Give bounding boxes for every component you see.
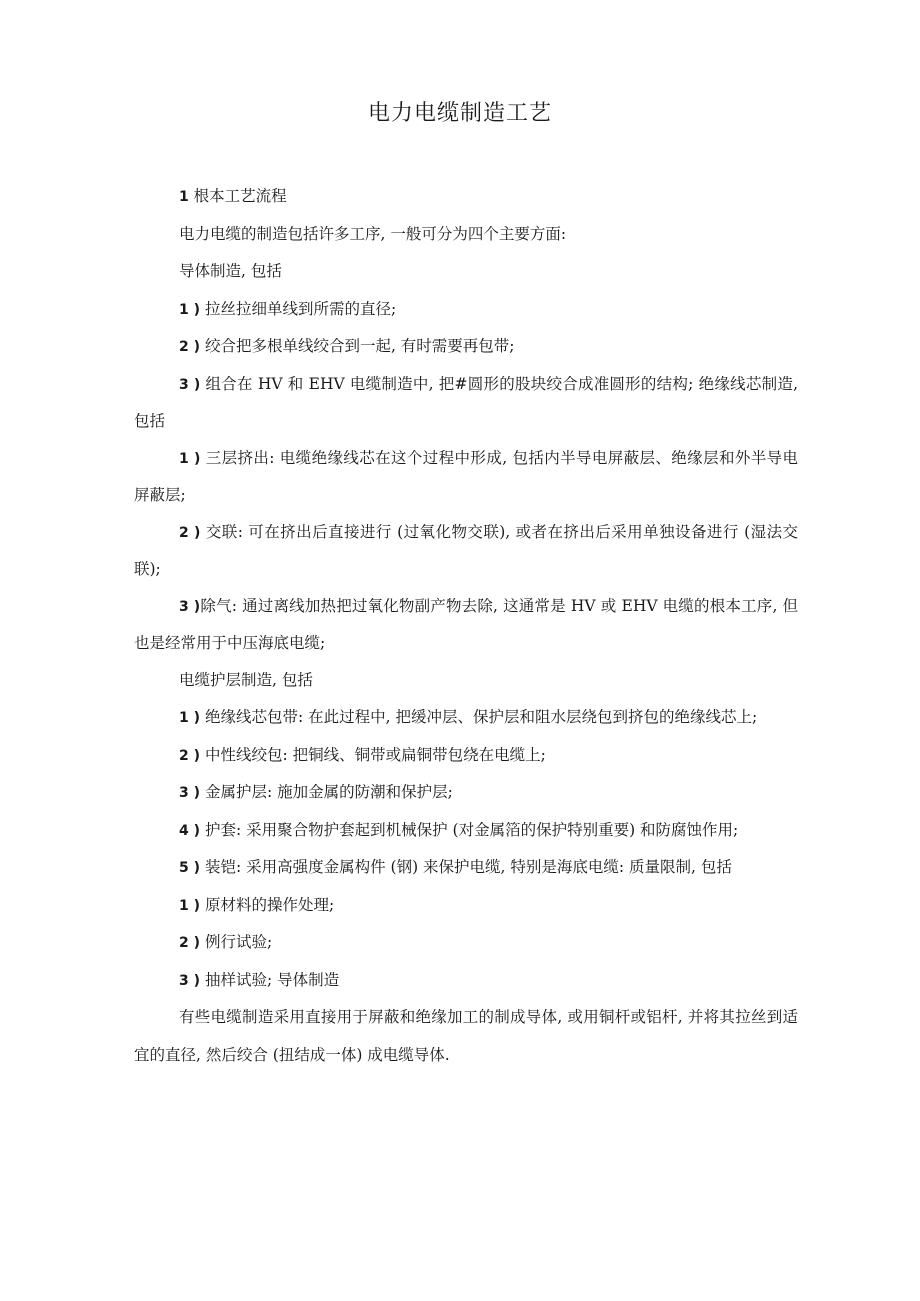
paragraph-text: 装铠: 采用高强度金属构件 (钢) 来保护电缆, 特别是海底电缆: 质量限制, 包括 [200, 858, 732, 876]
paragraph-text: 三层挤出: 电缆绝缘线芯在这个过程中形成, 包括内半导电屏蔽层、绝缘层和外半导电屏蔽层; [134, 448, 799, 504]
paragraph [134, 999, 798, 1073]
paragraph [134, 699, 798, 737]
paragraph [134, 849, 798, 887]
paragraph-text: 除气: 通过离线加热把过氧化物副产物去除, 这通常是 HV 或 EHV 电缆的根本工序, 但也是经常用于中压海底电缆; [134, 596, 798, 652]
paragraph [134, 216, 798, 254]
paragraph [134, 366, 798, 440]
paragraph-text: 原材料的操作处理; [200, 895, 335, 914]
paragraph [134, 514, 798, 588]
paragraph [134, 328, 798, 366]
item-number: 3 ) [179, 972, 201, 989]
paragraph [134, 962, 798, 1000]
paragraph [134, 774, 798, 812]
item-number: 3 ) [179, 785, 201, 801]
item-number: 2 ) [179, 339, 201, 355]
paragraph [134, 588, 798, 662]
paragraph-text: 拉丝拉细单线到所需的直径; [200, 299, 397, 318]
paragraph-text: 根本工艺流程 [188, 187, 287, 205]
item-number: 1 [179, 189, 189, 205]
paragraph [134, 662, 798, 700]
item-number: 3 ) [179, 376, 201, 393]
paragraph [134, 178, 798, 216]
paragraph [134, 812, 798, 850]
paragraph-text: 电力电缆的制造包括许多工序, 一般可分为四个主要方面: [179, 224, 567, 243]
paragraph-text: 绞合把多根单线绞合到一起, 有时需要再包带; [200, 337, 515, 355]
paragraph-text: 中性线绞包: 把铜线、铜带或扁铜带包绕在电缆上; [200, 745, 546, 764]
document-title: 电力电缆制造工艺 [367, 101, 552, 126]
paragraph [134, 737, 798, 775]
paragraph [134, 887, 798, 925]
paragraph [134, 253, 798, 291]
paragraph-text: 组合在 HV 和 EHV 电缆制造中, 把#圆形的股块绞合成准圆形的结构; 绝缘线芯制造, 包括 [134, 374, 798, 430]
paragraph-text: 导体制造, 包括 [179, 262, 282, 280]
item-number: 5 ) [179, 860, 201, 876]
paragraph-text: 护套: 采用聚合物护套起到机械保护 (对金属箔的保护特别重要) 和防腐蚀作用; [200, 820, 739, 839]
paragraph [134, 440, 798, 514]
item-number: 1 ) [179, 897, 201, 914]
paragraph-text: 有些电缆制造采用直接用于屏蔽和绝缘加工的制成导体, 或用铜杆或铝杆, 并将其拉丝到适宜的直径, 然后绞合 (扭结成一体) 成电缆导体. [134, 1008, 798, 1064]
item-number: 2 ) [179, 524, 201, 541]
item-number: 1 ) [179, 301, 201, 318]
item-number: 1 ) [179, 710, 201, 726]
paragraph-text: 交联: 可在挤出后直接进行 (过氧化物交联), 或者在挤出后采用单独设备进行 (湿法交联); [134, 522, 799, 578]
item-number: 2 ) [179, 747, 201, 764]
item-number: 2 ) [179, 935, 201, 951]
item-number: 3 ) [179, 598, 201, 615]
item-number: 1 ) [179, 450, 201, 467]
paragraph [134, 291, 798, 329]
paragraph-text: 绝缘线芯包带: 在此过程中, 把缓冲层、保护层和阻水层绕包到挤包的绝缘线芯上; [200, 708, 758, 726]
paragraph-text: 电缆护层制造, 包括 [179, 670, 313, 689]
item-number: 4 ) [179, 822, 201, 839]
document-body [134, 178, 798, 1073]
paragraph-text: 抽样试验; 导体制造 [200, 970, 340, 989]
paragraph-text: 例行试验; [200, 933, 273, 951]
paragraph-text: 金属护层: 施加金属的防潮和保护层; [200, 783, 453, 801]
paragraph [134, 924, 798, 962]
